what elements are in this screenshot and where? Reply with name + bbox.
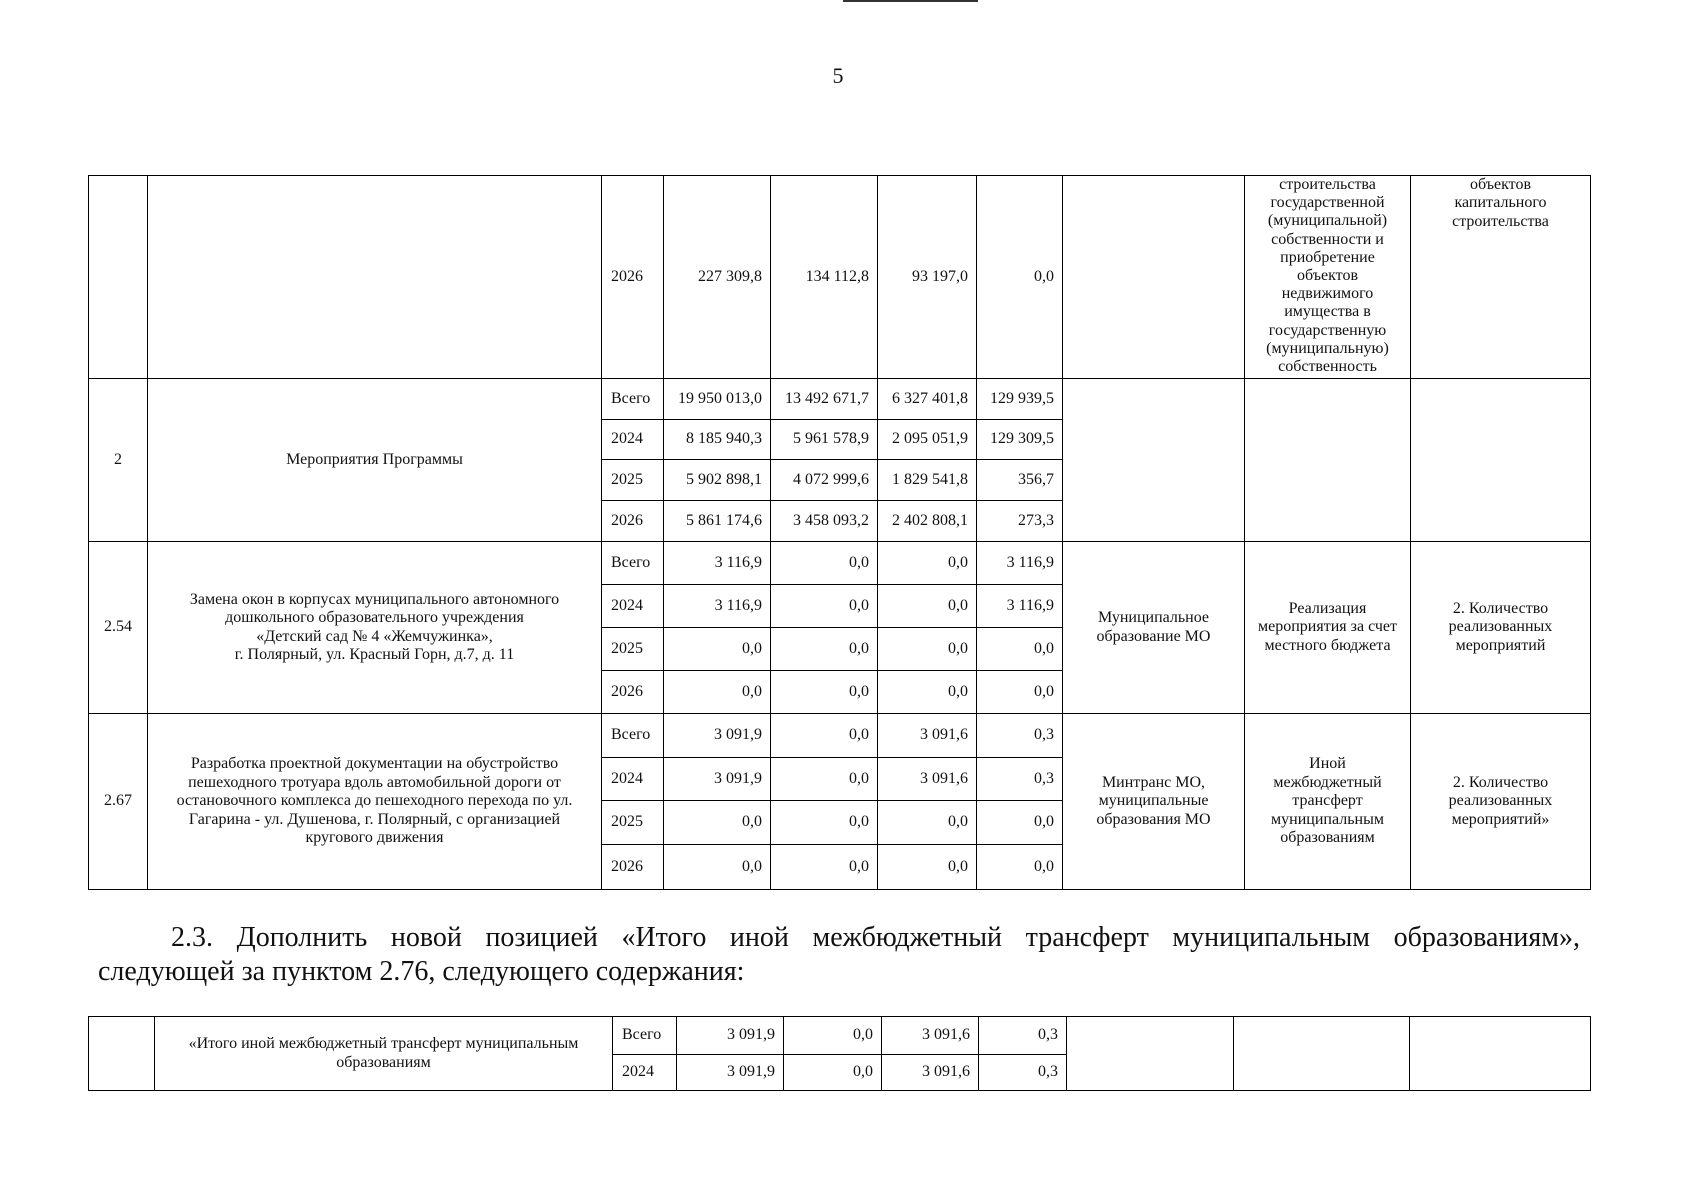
amount-cell: 0,0	[664, 671, 771, 714]
table-row	[89, 379, 1591, 420]
amount-cell: 0,0	[977, 671, 1063, 714]
responsible-cell: Муниципальное образование МО	[1063, 542, 1245, 714]
amount-cell: 4 072 999,6	[771, 460, 878, 501]
amount-cell: 0,0	[878, 845, 977, 890]
amount-cell: 3 091,6	[882, 1055, 979, 1091]
responsible-cell	[1067, 1017, 1234, 1091]
item-name-cell: Замена окон в корпусах муниципального автономного дошкольного образовательного учреждения «Детский сад № 4 «Жемчужинка», г. Полярный, ул. Красный Горн, д.7, д. 11	[148, 542, 602, 714]
amount-cell: 0,0	[771, 585, 878, 628]
period-cell: 2026	[602, 176, 664, 379]
amount-cell: 0,0	[771, 671, 878, 714]
amount-cell: 227 309,8	[664, 176, 771, 379]
row-number-cell: 2	[89, 379, 148, 542]
amount-cell: 3 458 093,2	[771, 501, 878, 542]
amount-cell: 5 902 898,1	[664, 460, 771, 501]
amount-cell: 0,3	[977, 714, 1063, 758]
amount-cell: 0,0	[784, 1017, 882, 1055]
period-cell: 2026	[602, 845, 664, 890]
amount-cell: 0,0	[771, 628, 878, 671]
paragraph-line: следующей за пунктом 2.76, следующего содержания:	[98, 956, 745, 987]
amount-cell: 0,0	[664, 628, 771, 671]
period-cell: Всего	[602, 542, 664, 585]
amount-cell: 0,0	[771, 845, 878, 890]
amount-cell: 0,0	[977, 176, 1063, 379]
indicator-cell: 2. Количество реализованных мероприятий	[1411, 542, 1591, 714]
period-cell: 2024	[602, 585, 664, 628]
table-row	[89, 542, 1591, 585]
amount-cell: 5 861 174,6	[664, 501, 771, 542]
main-table	[88, 175, 1591, 890]
amount-cell: 0,0	[771, 801, 878, 845]
amount-cell: 134 112,8	[771, 176, 878, 379]
amount-cell: 0,3	[979, 1055, 1067, 1091]
amount-cell: 0,0	[664, 801, 771, 845]
amount-cell: 3 091,6	[882, 1017, 979, 1055]
item-name-cell: «Итого иной межбюджетный трансферт муниципальным образованиям	[155, 1017, 613, 1091]
total-table	[88, 1016, 1591, 1091]
amount-cell: 3 091,6	[878, 758, 977, 801]
period-cell: 2025	[602, 460, 664, 501]
mechanism-cell: строительства государственной (муниципальной) собственности и приобретение объектов недвижимого имущества в государственную (муниципальную) собственность	[1245, 176, 1411, 379]
amount-cell: 0,0	[878, 801, 977, 845]
amount-cell: 0,0	[771, 758, 878, 801]
amount-cell: 8 185 940,3	[664, 420, 771, 460]
amount-cell: 0,0	[771, 542, 878, 585]
amount-cell: 1 829 541,8	[878, 460, 977, 501]
period-cell: 2026	[602, 671, 664, 714]
amount-cell: 0,0	[771, 714, 878, 758]
page-number: 5	[832, 63, 844, 88]
amount-cell: 0,3	[977, 758, 1063, 801]
amount-cell: 3 091,6	[878, 714, 977, 758]
amount-cell: 3 091,9	[664, 758, 771, 801]
amount-cell: 273,3	[977, 501, 1063, 542]
item-name-cell: Мероприятия Программы	[148, 379, 602, 542]
amount-cell: 0,0	[784, 1055, 882, 1091]
amount-cell: 0,0	[977, 845, 1063, 890]
amount-cell: 3 116,9	[977, 542, 1063, 585]
period-cell: 2024	[602, 758, 664, 801]
amount-cell: 93 197,0	[878, 176, 977, 379]
amount-cell: 356,7	[977, 460, 1063, 501]
period-cell: Всего	[602, 379, 664, 420]
indicator-cell	[1411, 379, 1591, 542]
period-cell: Всего	[613, 1017, 677, 1055]
mechanism-cell: Реализация мероприятия за счет местного бюджета	[1245, 542, 1411, 714]
mechanism-cell	[1234, 1017, 1410, 1091]
item-name-cell	[148, 176, 602, 379]
top-edge-line	[843, 0, 978, 2]
responsible-cell: Минтранс МО, муниципальные образования МО	[1063, 714, 1245, 890]
amount-cell: 3 116,9	[977, 585, 1063, 628]
item-name-cell: Разработка проектной документации на обустройство пешеходного тротуара вдоль автомобильной дороги от остановочного комплекса до пешеходного перехода по ул. Гагарина - ул. Душенова, г. Полярный, с организацией кругового движения	[148, 714, 602, 890]
amount-cell: 19 950 013,0	[664, 379, 771, 420]
mechanism-cell: Иной межбюджетный трансферт муниципальным образованиям	[1245, 714, 1411, 890]
amount-cell: 0,0	[977, 801, 1063, 845]
period-cell: 2024	[613, 1055, 677, 1091]
row-number-cell: 2.54	[89, 542, 148, 714]
amount-cell: 0,3	[979, 1017, 1067, 1055]
amount-cell: 6 327 401,8	[878, 379, 977, 420]
period-cell: 2025	[602, 628, 664, 671]
amount-cell: 0,0	[878, 585, 977, 628]
table-row	[89, 176, 1591, 379]
responsible-cell	[1063, 176, 1245, 379]
amount-cell: 129 939,5	[977, 379, 1063, 420]
amount-cell: 3 091,9	[677, 1017, 784, 1055]
amount-cell: 3 091,9	[677, 1055, 784, 1091]
period-cell: Всего	[602, 714, 664, 758]
amount-cell: 2 095 051,9	[878, 420, 977, 460]
amendment-paragraph	[98, 921, 1580, 989]
amount-cell: 0,0	[878, 542, 977, 585]
amount-cell: 5 961 578,9	[771, 420, 878, 460]
row-number-cell	[89, 1017, 155, 1091]
indicator-cell: 2. Количество реализованных мероприятий»	[1411, 714, 1591, 890]
responsible-cell	[1063, 379, 1245, 542]
period-cell: 2024	[602, 420, 664, 460]
amount-cell: 0,0	[977, 628, 1063, 671]
amount-cell: 3 116,9	[664, 585, 771, 628]
table-row	[89, 1017, 1591, 1055]
amount-cell: 3 091,9	[664, 714, 771, 758]
row-number-cell: 2.67	[89, 714, 148, 890]
indicator-cell: объектов капитального строительства	[1411, 176, 1591, 379]
amount-cell: 2 402 808,1	[878, 501, 977, 542]
period-cell: 2025	[602, 801, 664, 845]
row-number-cell	[89, 176, 148, 379]
amount-cell: 129 309,5	[977, 420, 1063, 460]
amount-cell: 0,0	[878, 628, 977, 671]
amount-cell: 0,0	[664, 845, 771, 890]
amount-cell: 0,0	[878, 671, 977, 714]
paragraph-line: 2.3. Дополнить новой позицией «Итого иной межбюджетный трансферт муниципальным образованиям»,	[171, 922, 1580, 953]
mechanism-cell	[1245, 379, 1411, 542]
indicator-cell	[1410, 1017, 1591, 1091]
amount-cell: 13 492 671,7	[771, 379, 878, 420]
table-row	[89, 714, 1591, 758]
period-cell: 2026	[602, 501, 664, 542]
amount-cell: 3 116,9	[664, 542, 771, 585]
